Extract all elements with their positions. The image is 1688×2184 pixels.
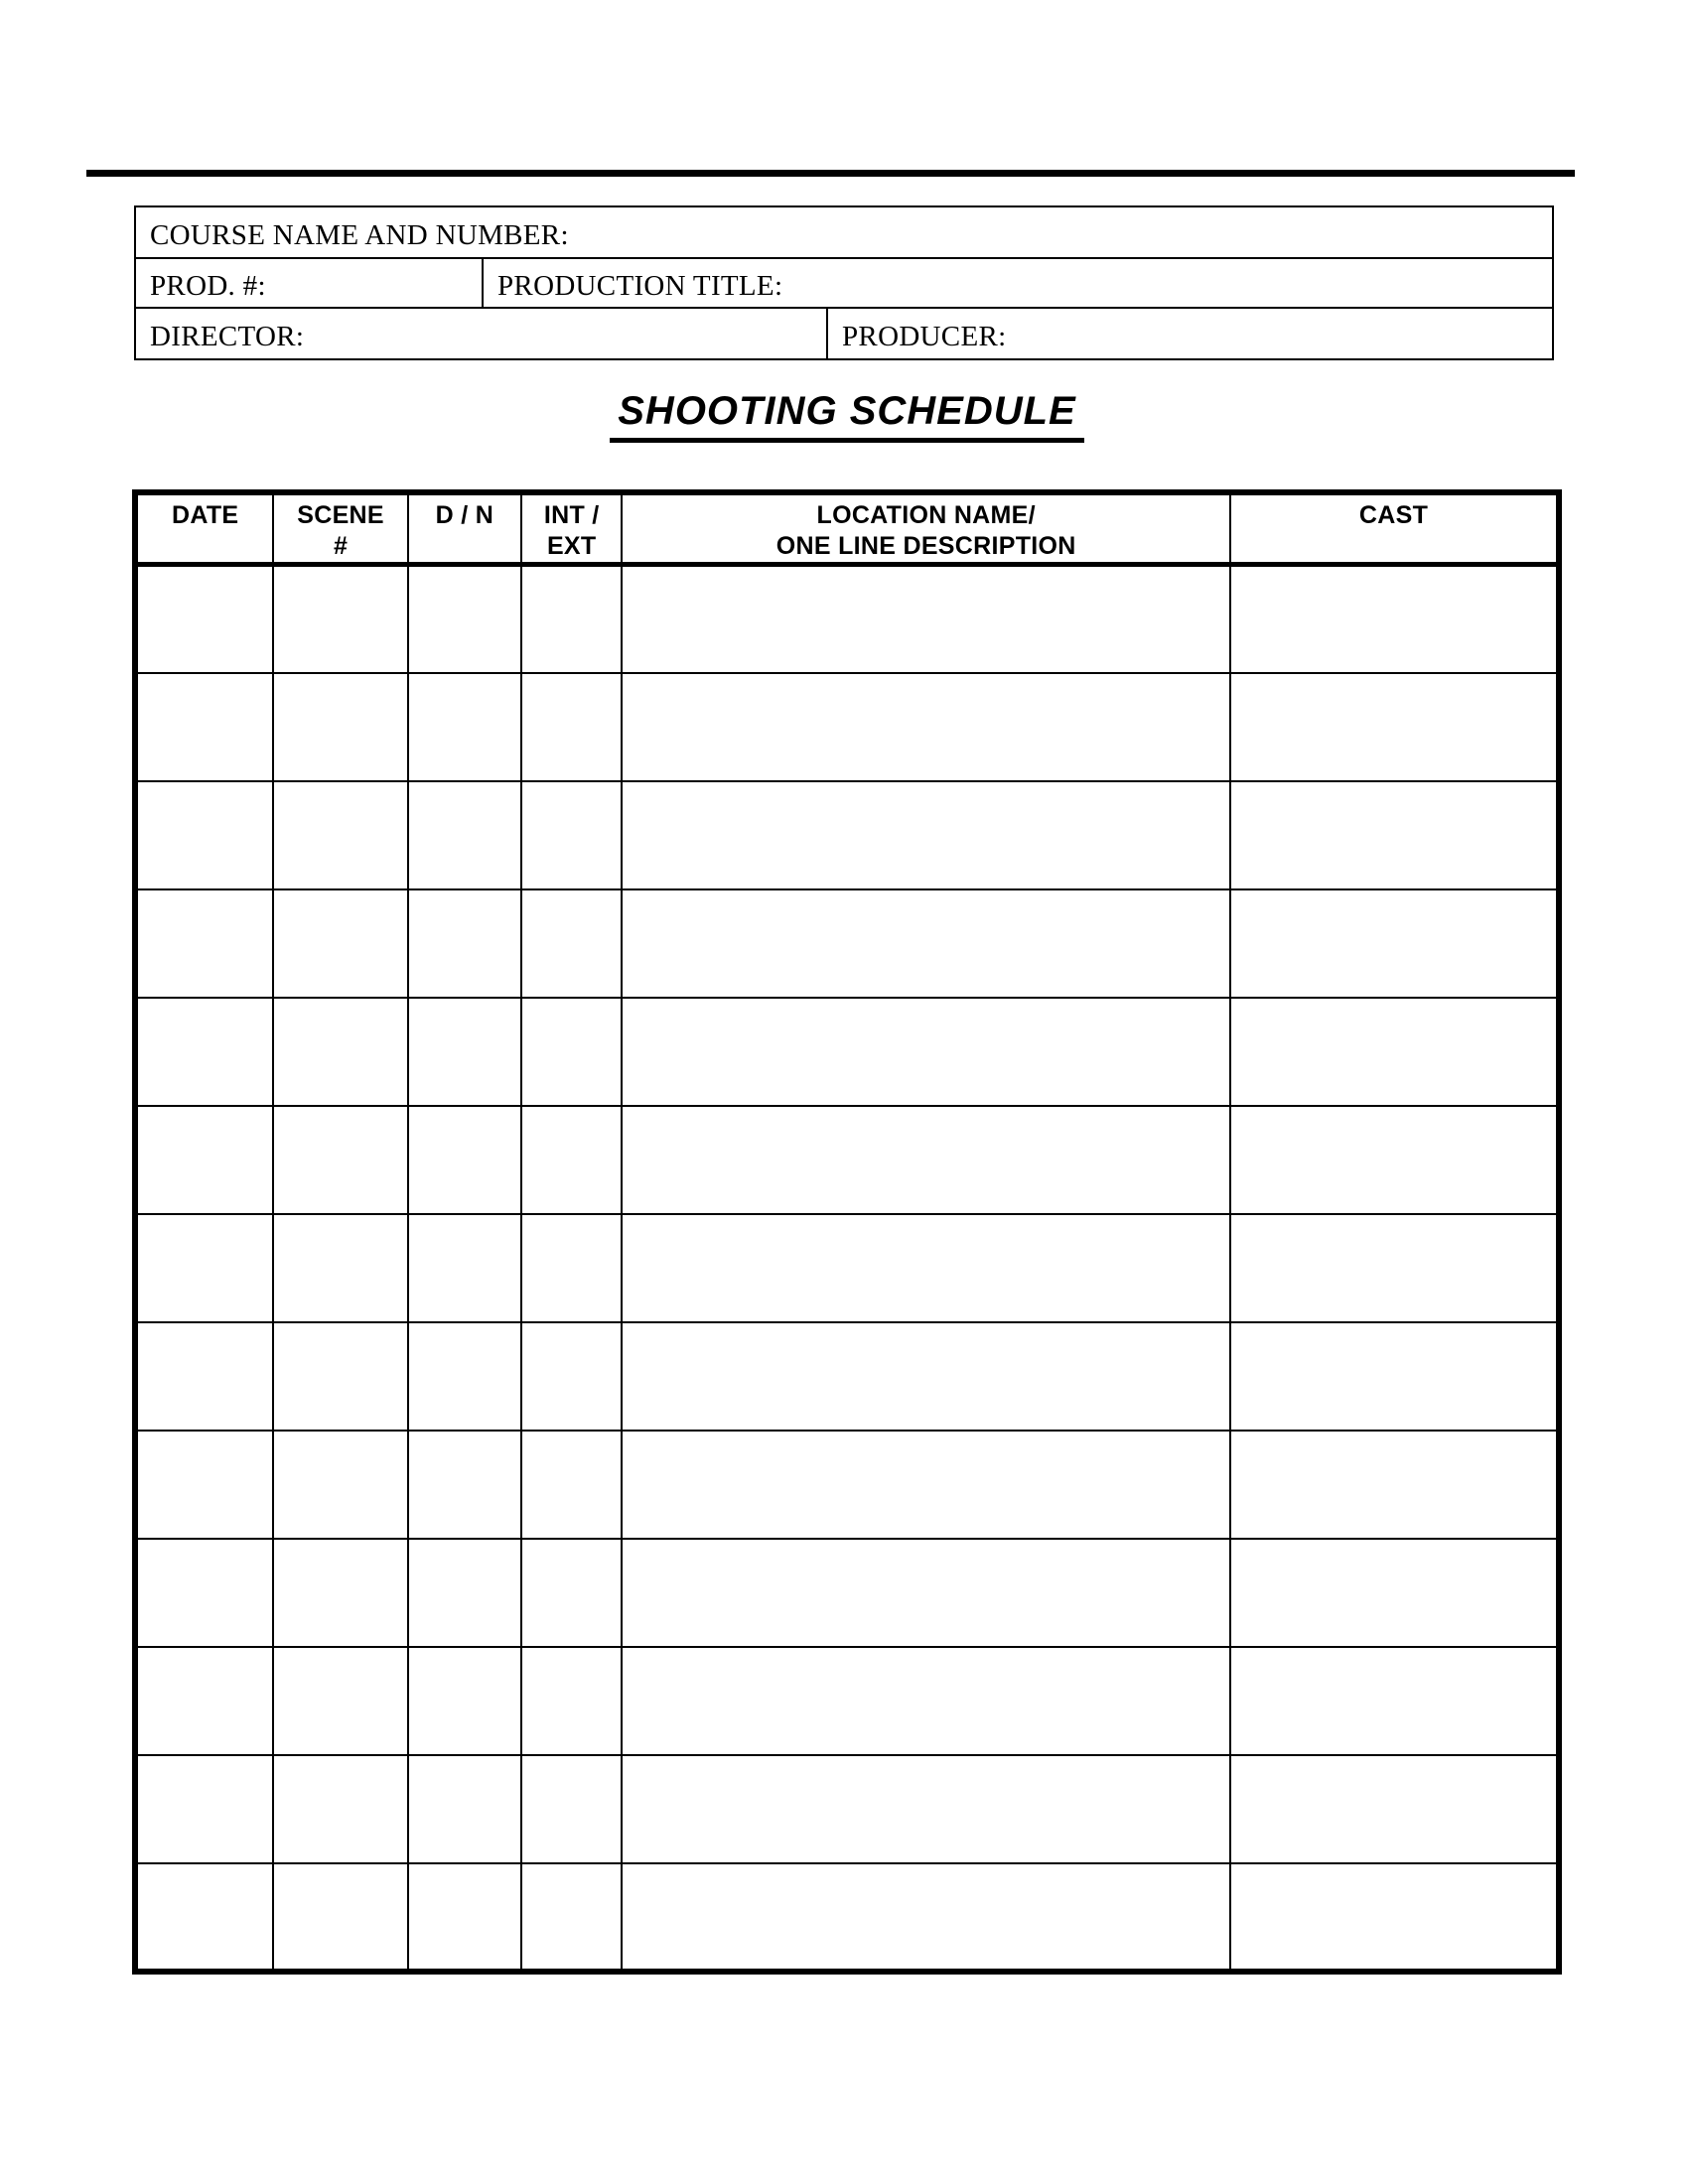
schedule-cell-date	[135, 673, 273, 781]
course-name-field	[136, 207, 1552, 257]
schedule-cell-location-description	[622, 1539, 1230, 1647]
production-title-label: PRODUCTION TITLE:	[497, 269, 783, 302]
schedule-cell-cast	[1230, 1214, 1559, 1322]
director-producer-row	[136, 307, 1552, 358]
schedule-cell-day-night	[408, 565, 521, 673]
col-header-location-line1: LOCATION NAME/	[816, 501, 1036, 529]
schedule-cell-int-ext	[521, 781, 622, 889]
col-header-scene-line1: SCENE	[297, 501, 384, 529]
prod-number-title-row	[136, 257, 1552, 307]
col-header-location-line2: ONE LINE DESCRIPTION	[775, 532, 1076, 560]
schedule-row	[135, 998, 1559, 1106]
col-header-int-ext	[521, 492, 622, 565]
schedule-cell-int-ext	[521, 1755, 622, 1863]
schedule-row	[135, 1214, 1559, 1322]
schedule-cell-day-night	[408, 673, 521, 781]
schedule-cell-day-night	[408, 1214, 521, 1322]
top-divider-rule	[86, 170, 1575, 177]
col-header-int-ext-line2: EXT	[546, 532, 597, 560]
schedule-row	[135, 1647, 1559, 1755]
production-title-field	[482, 259, 1552, 307]
schedule-row	[135, 565, 1559, 673]
producer-label: PRODUCER:	[842, 320, 1007, 352]
schedule-cell-day-night	[408, 1755, 521, 1863]
schedule-cell-scene-number	[273, 781, 407, 889]
schedule-cell-date	[135, 1647, 273, 1755]
schedule-cell-int-ext	[521, 998, 622, 1106]
schedule-cell-int-ext	[521, 1322, 622, 1431]
page-title: SHOOTING SCHEDULE	[610, 389, 1083, 443]
schedule-cell-cast	[1230, 1431, 1559, 1539]
director-label: DIRECTOR:	[150, 320, 305, 352]
schedule-cell-location-description	[622, 781, 1230, 889]
schedule-cell-location-description	[622, 673, 1230, 781]
schedule-cell-location-description	[622, 1755, 1230, 1863]
schedule-cell-int-ext	[521, 1431, 622, 1539]
schedule-cell-location-description	[622, 1431, 1230, 1539]
schedule-cell-cast	[1230, 1106, 1559, 1214]
schedule-cell-scene-number	[273, 1755, 407, 1863]
schedule-cell-day-night	[408, 889, 521, 998]
schedule-cell-scene-number	[273, 998, 407, 1106]
schedule-cell-date	[135, 565, 273, 673]
schedule-cell-cast	[1230, 1863, 1559, 1972]
schedule-cell-date	[135, 1322, 273, 1431]
schedule-cell-int-ext	[521, 1106, 622, 1214]
schedule-row	[135, 781, 1559, 889]
schedule-cell-scene-number	[273, 1106, 407, 1214]
schedule-cell-date	[135, 998, 273, 1106]
schedule-cell-date	[135, 1539, 273, 1647]
schedule-cell-day-night	[408, 998, 521, 1106]
schedule-cell-int-ext	[521, 1539, 622, 1647]
schedule-row	[135, 1431, 1559, 1539]
schedule-cell-int-ext	[521, 565, 622, 673]
schedule-cell-scene-number	[273, 889, 407, 998]
schedule-cell-day-night	[408, 1539, 521, 1647]
schedule-cell-cast	[1230, 1539, 1559, 1647]
schedule-cell-cast	[1230, 1322, 1559, 1431]
schedule-cell-scene-number	[273, 1322, 407, 1431]
shooting-schedule-table	[132, 489, 1562, 1975]
schedule-cell-int-ext	[521, 1214, 622, 1322]
col-header-date-line1: DATE	[171, 501, 239, 529]
schedule-cell-location-description	[622, 565, 1230, 673]
course-name-label: COURSE NAME AND NUMBER:	[150, 218, 569, 251]
schedule-cell-day-night	[408, 1322, 521, 1431]
schedule-cell-cast	[1230, 673, 1559, 781]
schedule-cell-cast	[1230, 889, 1559, 998]
schedule-row	[135, 1106, 1559, 1214]
production-info-form	[134, 205, 1554, 360]
schedule-row	[135, 1863, 1559, 1972]
schedule-cell-location-description	[622, 998, 1230, 1106]
schedule-row	[135, 673, 1559, 781]
prod-number-field	[136, 259, 482, 307]
schedule-cell-scene-number	[273, 1539, 407, 1647]
schedule-cell-cast	[1230, 1647, 1559, 1755]
director-field	[136, 309, 826, 358]
schedule-cell-day-night	[408, 1863, 521, 1972]
schedule-cell-cast	[1230, 565, 1559, 673]
schedule-cell-int-ext	[521, 1863, 622, 1972]
schedule-cell-scene-number	[273, 565, 407, 673]
col-header-day-night	[408, 492, 521, 565]
schedule-cell-int-ext	[521, 1647, 622, 1755]
schedule-cell-scene-number	[273, 1647, 407, 1755]
col-header-cast-line1: CAST	[1358, 501, 1429, 529]
col-header-cast	[1230, 492, 1559, 565]
schedule-cell-cast	[1230, 781, 1559, 889]
schedule-cell-day-night	[408, 1431, 521, 1539]
page-title-wrap	[132, 389, 1562, 443]
prod-number-label: PROD. #:	[150, 269, 266, 302]
col-header-day-night-line1: D / N	[435, 501, 494, 529]
schedule-cell-int-ext	[521, 673, 622, 781]
schedule-cell-location-description	[622, 1106, 1230, 1214]
producer-field	[826, 309, 1552, 358]
schedule-cell-date	[135, 1214, 273, 1322]
schedule-row	[135, 1539, 1559, 1647]
schedule-cell-location-description	[622, 1322, 1230, 1431]
col-header-scene-number	[273, 492, 407, 565]
schedule-cell-scene-number	[273, 673, 407, 781]
schedule-cell-day-night	[408, 1106, 521, 1214]
schedule-cell-scene-number	[273, 1431, 407, 1539]
schedule-cell-date	[135, 1106, 273, 1214]
schedule-cell-day-night	[408, 781, 521, 889]
schedule-cell-scene-number	[273, 1214, 407, 1322]
schedule-row	[135, 1322, 1559, 1431]
schedule-row	[135, 1755, 1559, 1863]
schedule-cell-location-description	[622, 1647, 1230, 1755]
schedule-header-row	[135, 492, 1559, 565]
schedule-cell-date	[135, 1863, 273, 1972]
col-header-location-description	[622, 492, 1230, 565]
schedule-cell-day-night	[408, 1647, 521, 1755]
schedule-cell-cast	[1230, 1755, 1559, 1863]
schedule-cell-location-description	[622, 1863, 1230, 1972]
schedule-header	[135, 492, 1559, 565]
col-header-date	[135, 492, 273, 565]
schedule-cell-date	[135, 889, 273, 998]
schedule-cell-location-description	[622, 1214, 1230, 1322]
schedule-cell-cast	[1230, 998, 1559, 1106]
schedule-cell-date	[135, 781, 273, 889]
schedule-cell-date	[135, 1755, 273, 1863]
schedule-cell-date	[135, 1431, 273, 1539]
schedule-cell-location-description	[622, 889, 1230, 998]
course-name-row	[136, 207, 1552, 257]
col-header-int-ext-line1: INT /	[543, 501, 600, 529]
schedule-cell-int-ext	[521, 889, 622, 998]
schedule-body	[135, 565, 1559, 1972]
schedule-row	[135, 889, 1559, 998]
col-header-scene-line2: #	[333, 532, 349, 560]
schedule-cell-scene-number	[273, 1863, 407, 1972]
